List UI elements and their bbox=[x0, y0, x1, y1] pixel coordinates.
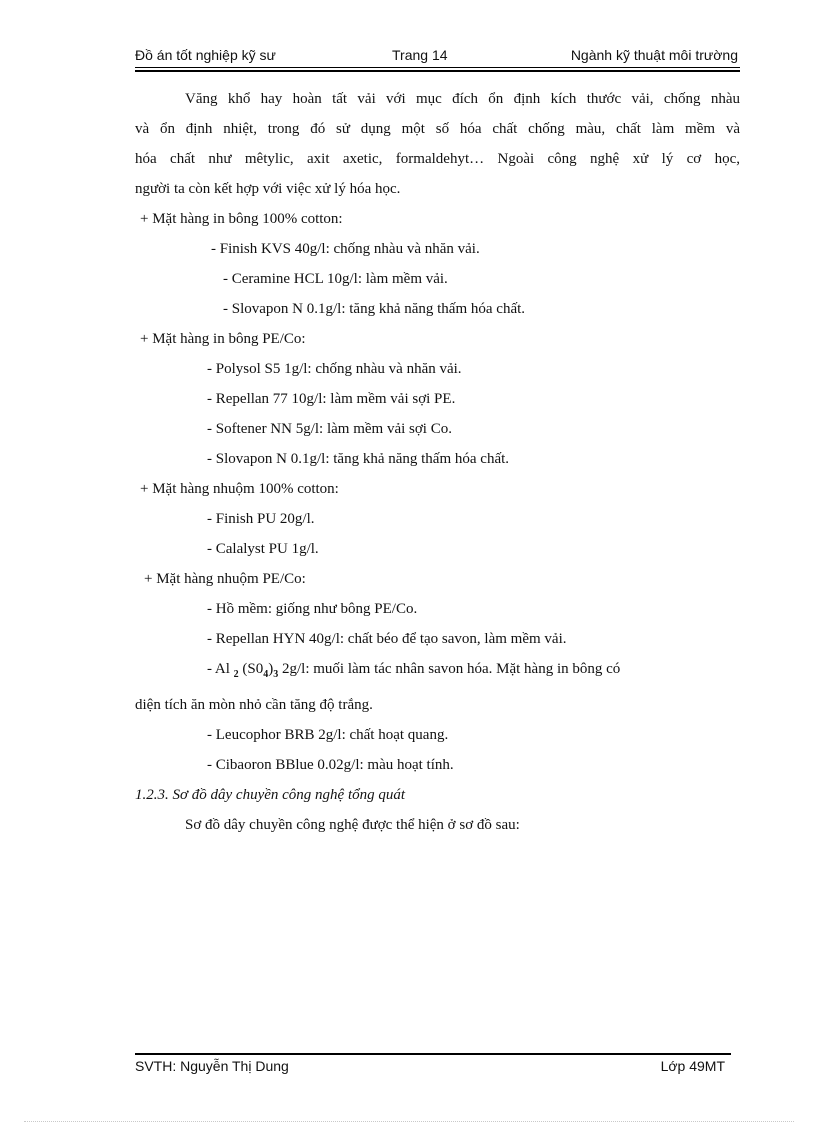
footer-class: Lớp 49MT bbox=[660, 1058, 725, 1074]
group3-item: - Calalyst PU 1g/l. bbox=[207, 541, 319, 557]
group4-al-line bbox=[207, 659, 620, 681]
page-header bbox=[135, 47, 738, 67]
intro-line-3: hóa chất như mêtylic, axit axetic, formaldehyt… Ngoài công nghệ xử lý cơ học, bbox=[135, 151, 740, 167]
footer-rule bbox=[135, 1053, 731, 1055]
intro-line-4: người ta còn kết hợp với việc xử lý hóa học. bbox=[135, 181, 401, 197]
intro-line-1: Văng khổ hay hoàn tất vải với mục đích ổn định kích thước vải, chống nhàu bbox=[185, 91, 740, 107]
group2-title: + Mặt hàng in bông PE/Co: bbox=[140, 331, 306, 347]
intro-line-2: và ổn định nhiệt, trong đó sử dụng một số hóa chất chống màu, chất làm mềm và bbox=[135, 121, 740, 137]
header-left: Đồ án tốt nghiệp kỹ sư bbox=[135, 47, 276, 63]
group2-item: - Polysol S5 1g/l: chống nhàu và nhăn vải. bbox=[207, 361, 462, 377]
group2-item: - Repellan 77 10g/l: làm mềm vải sợi PE. bbox=[207, 391, 456, 407]
group4-item: - Cibaoron BBlue 0.02g/l: màu hoạt tính. bbox=[207, 757, 454, 773]
group4-item: - Hồ mềm: giống như bông PE/Co. bbox=[207, 601, 418, 617]
footer-student: SVTH: Nguyễn Thị Dung bbox=[135, 1058, 289, 1074]
group1-title: + Mặt hàng in bông 100% cotton: bbox=[140, 211, 343, 227]
paren-subscript: 3 bbox=[273, 669, 279, 680]
sulfate-subscript: 4 bbox=[263, 669, 269, 680]
page-footer bbox=[135, 1058, 725, 1078]
header-page-number: Trang 14 bbox=[392, 47, 448, 63]
al-sulfate: (S0 bbox=[242, 661, 264, 677]
header-right: Ngành kỹ thuật môi trường bbox=[570, 47, 738, 63]
group4-title: + Mặt hàng nhuộm PE/Co: bbox=[144, 571, 306, 587]
group1-item: - Slovapon N 0.1g/l: tăng khả năng thấm hóa chất. bbox=[223, 301, 526, 317]
header-rule-thin bbox=[135, 67, 740, 68]
group4-item: - Leucophor BRB 2g/l: chất hoạt quang. bbox=[207, 727, 449, 743]
group4-item: - Repellan HYN 40g/l: chất béo để tạo savon, làm mềm vải. bbox=[207, 631, 567, 647]
group2-item: - Softener NN 5g/l: làm mềm vải sợi Co. bbox=[207, 421, 452, 437]
page-edge-dotted-line bbox=[24, 1121, 794, 1122]
group1-item: - Ceramine HCL 10g/l: làm mềm vải. bbox=[223, 271, 448, 287]
section-heading: 1.2.3. Sơ đồ dây chuyền công nghệ tổng quát bbox=[135, 787, 406, 803]
group4-al-continuation: diện tích ăn mòn nhỏ cần tăng độ trắng. bbox=[135, 697, 373, 713]
group1-item: - Finish KVS 40g/l: chống nhàu và nhăn vải. bbox=[211, 241, 480, 257]
al-suffix: 2g/l: muối làm tác nhân savon hóa. Mặt hàng in bông có bbox=[282, 661, 621, 677]
al-subscript: 2 bbox=[233, 669, 239, 680]
header-rule-thick bbox=[135, 70, 740, 72]
al-close-paren: ) bbox=[268, 661, 274, 677]
group2-item: - Slovapon N 0.1g/l: tăng khả năng thấm hóa chất. bbox=[207, 451, 510, 467]
al-prefix: - Al bbox=[207, 661, 230, 677]
group3-title: + Mặt hàng nhuộm 100% cotton: bbox=[140, 481, 339, 497]
section-text: Sơ đồ dây chuyền công nghệ được thể hiện ở sơ đồ sau: bbox=[185, 817, 520, 833]
group3-item: - Finish PU 20g/l. bbox=[207, 511, 315, 527]
